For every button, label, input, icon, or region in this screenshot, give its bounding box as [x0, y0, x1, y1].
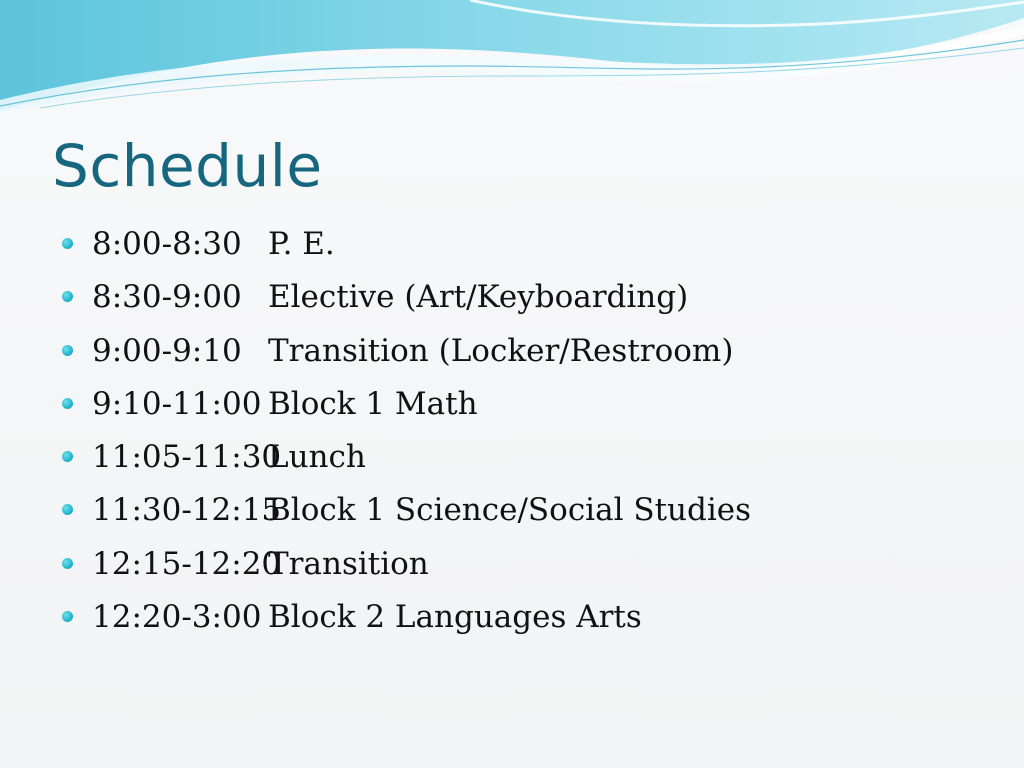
bullet-icon — [62, 451, 73, 462]
schedule-activity: Transition — [268, 545, 429, 582]
bullet-icon — [62, 291, 73, 302]
bullet-icon — [62, 238, 73, 249]
bullet-icon — [62, 398, 73, 409]
schedule-time: 12:20-3:00 — [92, 599, 262, 636]
schedule-time: 8:00-8:30 — [92, 226, 242, 262]
schedule-time: 11:30-12:15 — [92, 492, 282, 529]
bullet-icon — [62, 611, 73, 622]
schedule-activity: Block 1 Science/Social Studies — [268, 492, 752, 529]
schedule-activity: Elective (Art/Keyboarding) — [268, 279, 689, 316]
schedule-time: 8:30-9:00 — [92, 279, 242, 316]
schedule-activity: P. E. — [268, 226, 335, 262]
slide-title: Schedule — [52, 132, 323, 200]
bullet-icon — [62, 345, 73, 356]
schedule-activity: Lunch — [268, 439, 366, 476]
schedule-time: 11:05-11:30 — [92, 439, 282, 476]
schedule-activity: Transition (Locker/Restroom) — [268, 332, 734, 369]
schedule-activity: Block 2 Languages Arts — [268, 599, 642, 636]
bullet-icon — [62, 558, 73, 569]
schedule-time: 12:15-12:20 — [92, 545, 282, 582]
schedule-time: 9:00-9:10 — [92, 332, 242, 369]
schedule-activity: Block 1 Math — [268, 385, 478, 422]
bullet-icon — [62, 504, 73, 515]
header-wave-decoration — [0, 0, 1024, 130]
schedule-time: 9:10-11:00 — [92, 385, 262, 422]
